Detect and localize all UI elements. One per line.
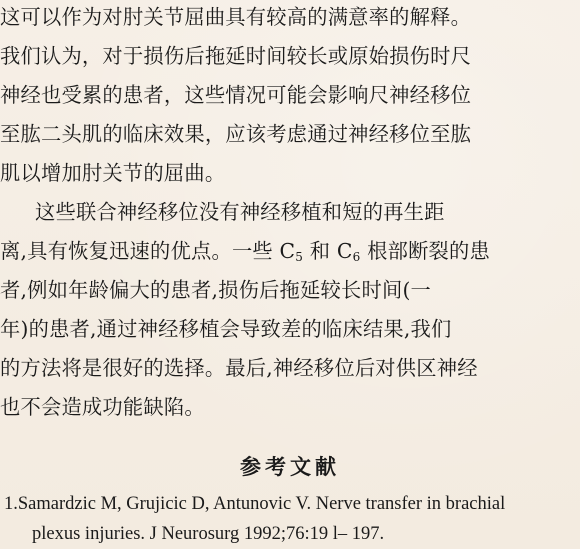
- paragraph-2-line-2-text-c: 根部断裂的患: [360, 239, 491, 263]
- paragraph-1-line-1: 这可以作为对肘关节屈曲具有较高的满意率的解释。: [0, 5, 472, 29]
- paragraph-2-line-2: [0, 238, 490, 264]
- paragraph-2-line-6: 也不会造成功能缺陷。: [0, 395, 205, 419]
- paragraph-2-line-2-text-b: 和 C: [303, 239, 353, 263]
- paragraph-2-line-4: 年)的患者,通过神经移植会导致差的临床结果,我们: [0, 317, 452, 341]
- reference-1-line-2: plexus injuries. J Neurosurg 1992;76:19 l– 197.: [32, 524, 385, 544]
- paragraph-2-line-1: 这些联合神经移位没有神经移植和短的再生距: [35, 200, 445, 224]
- paragraph-1-line-2: 我们认为，对于损伤后拖延时间较长或原始损伤时尺: [0, 44, 472, 68]
- references-heading: 参考文献: [240, 454, 340, 479]
- subscript-5: 5: [295, 250, 304, 264]
- paragraph-2-line-3: 者,例如年龄偏大的患者,损伤后拖延较长时间(一: [0, 278, 432, 302]
- paragraph-2-line-2-text-a: 离,具有恢复迅速的优点。一些 C: [0, 239, 296, 263]
- subscript-6: 6: [352, 250, 361, 264]
- paragraph-1-line-3: 神经也受累的患者，这些情况可能会影响尺神经移位: [0, 83, 472, 107]
- paragraph-1-line-5: 肌以增加肘关节的屈曲。: [0, 161, 226, 185]
- reference-1-line-1: 1.Samardzic M, Grujicic D, Antunovic V. Nerve transfer in brachial: [4, 494, 506, 514]
- paragraph-2-line-5: 的方法将是很好的选择。最后,神经移位后对供区神经: [0, 356, 478, 380]
- paragraph-1-line-4: 至肱二头肌的临床效果，应该考虑通过神经移位至肱: [0, 122, 472, 146]
